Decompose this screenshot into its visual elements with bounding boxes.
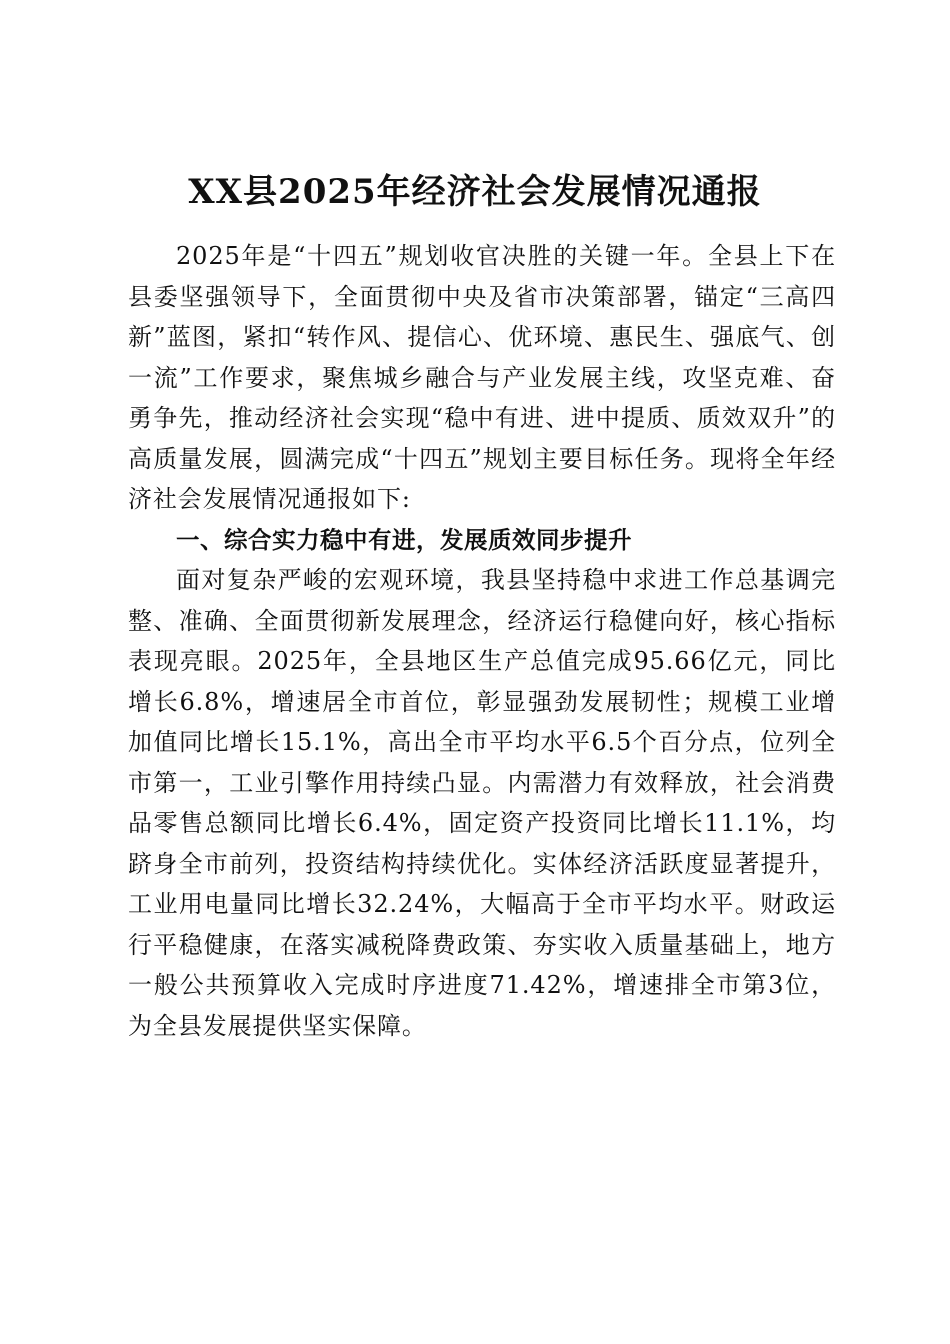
document-title: XX县2025年经济社会发展情况通报	[188, 172, 762, 212]
document-body	[128, 236, 836, 1046]
section-1-heading: 一、综合实力稳中有进，发展质效同步提升	[176, 525, 632, 554]
intro-paragraph: 2025年是“十四五”规划收官决胜的关键一年。全县上下在县委坚强领导下，全面贯彻中央及省市决策部署，锚定“三高四新”蓝图，紧扣“转作风、提信心、优环境、惠民生、强底气、创一流”工作要求，聚焦城乡融合与产业发展主线，攻坚克难、奋勇争先，推动经济社会实现“稳中有进、进中提质、质效双升”的高质量发展，圆满完成“十四五”规划主要目标任务。现将全年经济社会发展情况通报如下:	[128, 242, 836, 513]
section-1-paragraph: 面对复杂严峻的宏观环境，我县坚持稳中求进工作总基调完整、准确、全面贯彻新发展理念，经济运行稳健向好，核心指标表现亮眼。2025年，全县地区生产总值完成95.66亿元，同比增长6.8%，增速居全市首位，彰显强劲发展韧性；规模工业增加值同比增长15.1%，高出全市平均水平6.5个百分点，位列全市第一，工业引擎作用持续凸显。内需潜力有效释放，社会消费品零售总额同比增长6.4%，固定资产投资同比增长11.1%，均跻身全市前列，投资结构持续优化。实体经济活跃度显著提升，工业用电量同比增长32.24%，大幅高于全市平均水平。财政运行平稳健康，在落实减税降费政策、夯实收入质量基础上，地方一般公共预算收入完成时序进度71.42%，增速排全市第3位，为全县发展提供坚实保障。	[128, 566, 836, 1040]
